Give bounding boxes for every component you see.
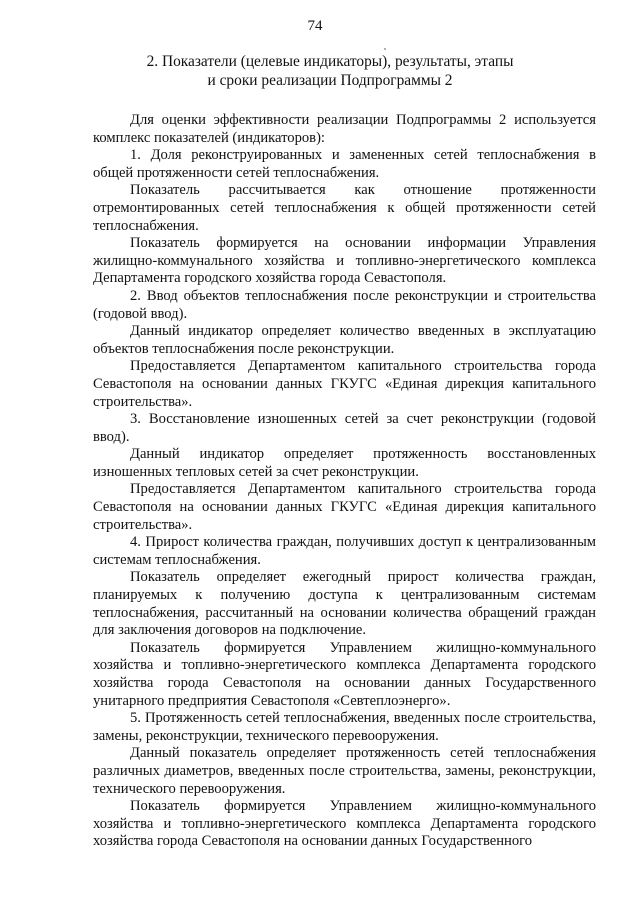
indicator-2-description: Данный индикатор определяет количество введенных в эксплуатацию объектов теплоснабжения после реконструкции. (93, 323, 596, 357)
indicator-1-source: Показатель формируется на основании информации Управления жилищно-коммунального хозяйства и топливно-энергетического комплекса Департамента городского хозяйства города Севастополя. (93, 235, 596, 287)
indicator-2-heading: 2. Ввод объектов теплоснабжения после реконструкции и строительства (годовой ввод). (93, 287, 596, 322)
paragraph-intro: Для оценки эффективности реализации Подпрограммы 2 используется комплекс показателей (индикаторов): (93, 112, 596, 146)
indicator-4-heading: 4. Прирост количества граждан, получивших доступ к централизованным системам теплоснабжения. (93, 534, 596, 568)
scan-speck (384, 48, 386, 50)
indicator-1-heading: 1. Доля реконструированных и замененных сетей теплоснабжения в общей протяженности сетей теплоснабжения. (93, 147, 596, 181)
indicator-2-source: Предоставляется Департаментом капитального строительства города Севастополя на основании данных ГКУГС «Единая дирекция капитального строительства». (93, 358, 596, 410)
indicator-3-description: Данный индикатор определяет протяженность восстановленных изношенных тепловых сетей за счет реконструкции. (93, 446, 596, 480)
section-title (120, 52, 540, 90)
indicator-4-source: Показатель формируется Управлением жилищно-коммунального хозяйства и топливно-энергетического комплекса Департамента городского хозяйства города Севастополя на основании данных Государственного унитарного предприятия Севастополя «Севтеплоэнерго». (93, 639, 596, 709)
indicator-1-calculation: Показатель рассчитывается как отношение протяженности отремонтированных сетей теплоснабжения к общей протяженности сетей теплоснабжения. (93, 182, 596, 234)
section-title-line-1: 2. Показатели (целевые индикаторы), результаты, этапы (146, 53, 514, 70)
indicator-3-source: Предоставляется Департаментом капитального строительства города Севастополя на основании данных ГКУГС «Единая дирекция капитального строительства». (93, 481, 596, 533)
page-number: 74 (307, 18, 323, 34)
indicator-4-description: Показатель определяет ежегодный прирост количества граждан, планируемых к получению доступа к централизованным системам теплоснабжения, рассчитанный на основании количества обращений граждан для заключения договоров на подключение. (93, 569, 596, 639)
section-title-line-2: и сроки реализации Подпрограммы 2 (207, 72, 453, 89)
indicator-5-description: Данный показатель определяет протяженность сетей теплоснабжения различных диаметров, введенных после строительства, замены, реконструкции, технического перевооружения. (93, 745, 596, 797)
document-body (93, 112, 596, 851)
indicator-3-heading: 3. Восстановление изношенных сетей за счет реконструкции (годовой ввод). (93, 411, 596, 445)
indicator-5-heading: 5. Протяженность сетей теплоснабжения, введенных после строительства, замены, реконструкции, технического перевооружения. (93, 710, 596, 744)
indicator-5-source: Показатель формируется Управлением жилищно-коммунального хозяйства и топливно-энергетического комплекса Департамента городского хозяйства города Севастополя на основании данных Государственного (93, 798, 596, 850)
